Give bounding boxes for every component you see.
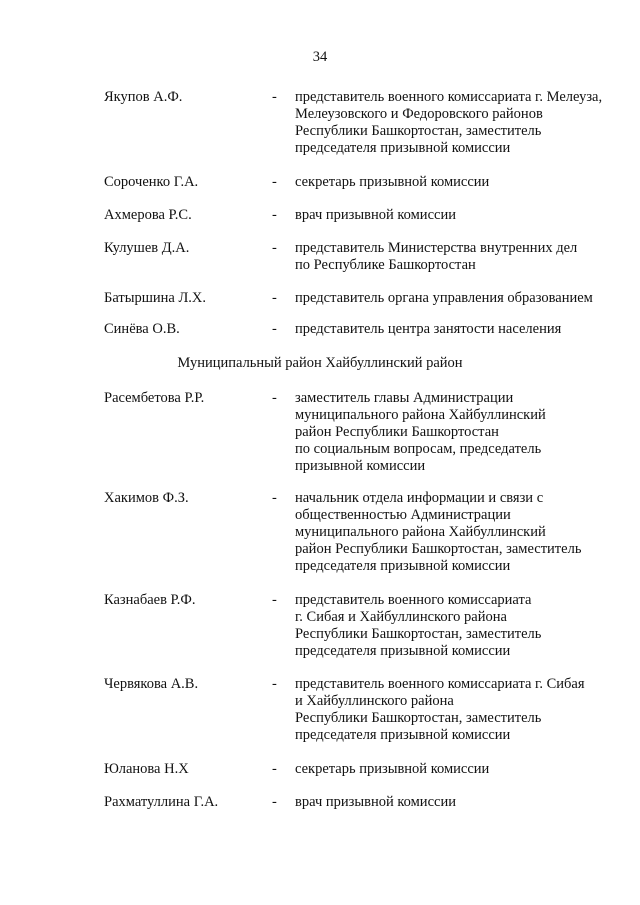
role-line: представитель военного комиссариата г. Сибая — [295, 676, 585, 692]
role-line: Республики Башкортостан, заместитель — [295, 710, 542, 726]
dash-separator: - — [272, 290, 277, 306]
role-line: представитель Министерства внутренних дел — [295, 240, 578, 256]
member-name: Юланова Н.Х — [104, 761, 189, 777]
member-name: Казнабаев Р.Ф. — [104, 592, 196, 608]
member-name: Червякова А.В. — [104, 676, 199, 692]
role-line: председателя призывной комиссии — [295, 140, 511, 156]
dash-separator: - — [272, 390, 277, 406]
dash-separator: - — [272, 592, 277, 608]
role-line: по Республике Башкортостан — [295, 257, 476, 273]
member-name: Расембетова Р.Р. — [104, 390, 205, 406]
role-line: г. Сибая и Хайбуллинского района — [295, 609, 507, 625]
role-line: секретарь призывной комиссии — [295, 174, 490, 190]
dash-separator: - — [272, 89, 277, 105]
role-line: заместитель главы Администрации — [295, 390, 514, 406]
member-role — [295, 89, 625, 157]
role-line: председателя призывной комиссии — [295, 643, 511, 659]
member-name: Хакимов Ф.З. — [104, 490, 189, 506]
role-line: Мелеузовского и Федоровского районов — [295, 106, 543, 122]
role-line: Республики Башкортостан, заместитель — [295, 626, 542, 642]
member-name: Синёва О.В. — [104, 321, 180, 337]
dash-separator: - — [272, 321, 277, 337]
role-line: представитель военного комиссариата г. Мелеуза, — [295, 89, 603, 105]
role-line: муниципального района Хайбуллинский — [295, 524, 546, 540]
role-line: представитель центра занятости населения — [295, 321, 562, 337]
member-name: Ахмерова Р.С. — [104, 207, 192, 223]
dash-separator: - — [272, 490, 277, 506]
dash-separator: - — [272, 207, 277, 223]
role-line: район Республики Башкортостан, заместитель — [295, 541, 582, 557]
member-role — [295, 321, 625, 338]
role-line: и Хайбуллинского района — [295, 693, 454, 709]
role-line: председателя призывной комиссии — [295, 558, 511, 574]
member-role — [295, 390, 625, 475]
role-line: секретарь призывной комиссии — [295, 761, 490, 777]
member-name: Сороченко Г.А. — [104, 174, 199, 190]
member-role — [295, 761, 625, 778]
dash-separator: - — [272, 761, 277, 777]
member-role — [295, 207, 625, 224]
role-line: представитель органа управления образованием — [295, 290, 593, 306]
role-line: общественностью Администрации — [295, 507, 511, 523]
member-role — [295, 676, 625, 744]
role-line: Республики Башкортостан, заместитель — [295, 123, 542, 139]
dash-separator: - — [272, 240, 277, 256]
role-line: представитель военного комиссариата — [295, 592, 532, 608]
role-line: врач призывной комиссии — [295, 794, 456, 810]
member-role — [295, 240, 625, 274]
section-heading: Муниципальный район Хайбуллинский район — [177, 355, 463, 371]
member-name: Кулушев Д.А. — [104, 240, 190, 256]
member-name: Якупов А.Ф. — [104, 89, 183, 105]
member-role — [295, 290, 625, 307]
member-name: Рахматуллина Г.А. — [104, 794, 219, 810]
role-line: председателя призывной комиссии — [295, 727, 511, 743]
page-number: 34 — [312, 49, 328, 65]
member-role — [295, 174, 625, 191]
dash-separator: - — [272, 794, 277, 810]
role-line: по социальным вопросам, председатель — [295, 441, 542, 457]
member-role — [295, 592, 625, 660]
role-line: район Республики Башкортостан — [295, 424, 499, 440]
member-role — [295, 490, 625, 575]
member-role — [295, 794, 625, 811]
role-line: муниципального района Хайбуллинский — [295, 407, 546, 423]
dash-separator: - — [272, 676, 277, 692]
role-line: врач призывной комиссии — [295, 207, 456, 223]
role-line: призывной комиссии — [295, 458, 426, 474]
dash-separator: - — [272, 174, 277, 190]
role-line: начальник отдела информации и связи с — [295, 490, 544, 506]
member-name: Батыршина Л.Х. — [104, 290, 207, 306]
